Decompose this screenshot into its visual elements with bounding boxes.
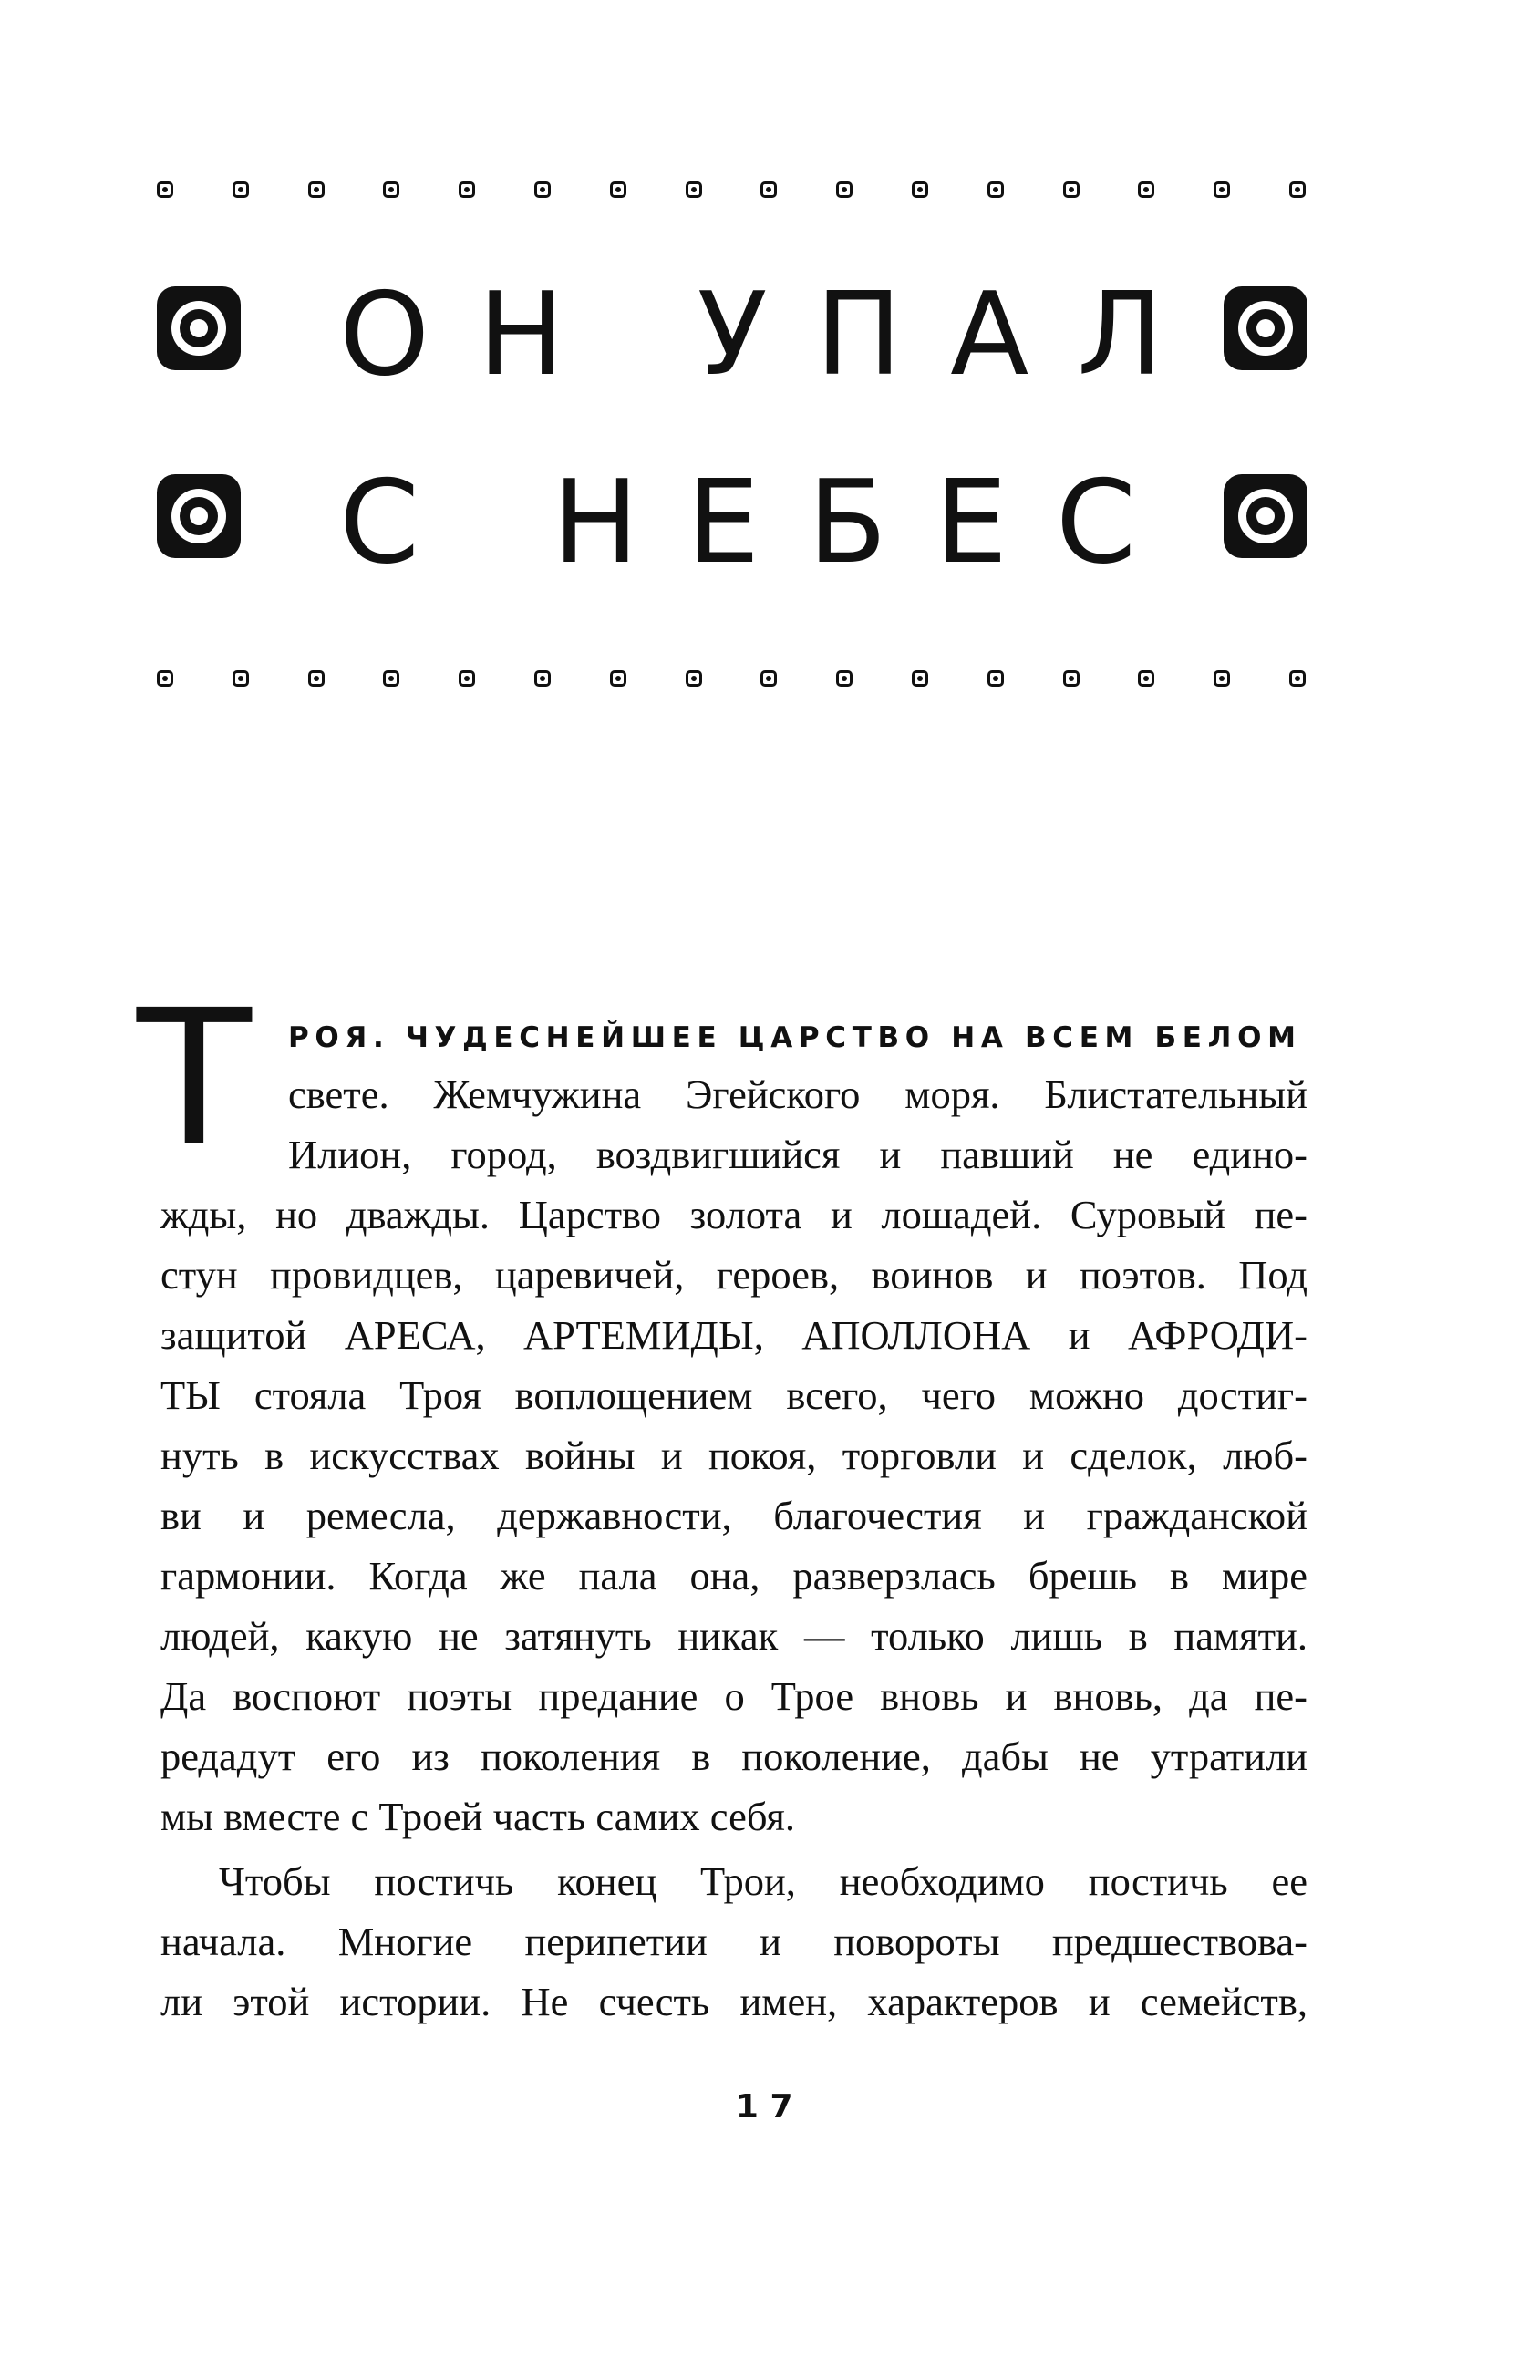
square-spiral-small-icon — [157, 670, 173, 687]
square-spiral-small-icon — [1138, 181, 1154, 198]
square-spiral-small-icon — [534, 181, 551, 198]
chapter-title-text-2: С НЕБЕС — [339, 455, 1184, 589]
square-spiral-small-icon — [459, 670, 475, 687]
text-line: нуть в искусствах войны и покоя, торговли и сделок, люб- — [160, 1433, 1307, 1478]
text-line: мы вместе с Троей часть самих себя. — [160, 1794, 795, 1839]
square-spiral-small-icon — [1063, 670, 1080, 687]
square-spiral-large-icon — [1224, 286, 1307, 370]
text-line: ТЫ стояла Троя воплощением всего, чего можно достиг- — [160, 1372, 1307, 1418]
text-line: стун провидцев, царевичей, героев, воинов и поэтов. Под — [160, 1252, 1307, 1298]
square-spiral-small-icon — [760, 670, 777, 687]
square-spiral-small-icon — [383, 670, 399, 687]
square-spiral-small-icon — [836, 181, 853, 198]
square-spiral-small-icon — [383, 181, 399, 198]
square-spiral-small-icon — [1214, 181, 1230, 198]
text-line: защитой АРЕСА, АРТЕМИДЫ, АПОЛЛОНА и АФРОДИ- — [160, 1312, 1307, 1358]
bottom-ornament-row — [157, 667, 1306, 689]
text-line: Да воспоют поэты предание о Трое вновь и вновь, да пе- — [160, 1673, 1307, 1719]
square-spiral-small-icon — [1214, 670, 1230, 687]
square-spiral-large-icon — [1224, 474, 1307, 558]
text-line: свете. Жемчужина Эгейского моря. Блистательный — [288, 1071, 1307, 1117]
text-line: гармонии. Когда же пала она, разверзлась брешь в мире — [160, 1553, 1307, 1599]
square-spiral-small-icon — [912, 670, 928, 687]
square-spiral-small-icon — [987, 181, 1004, 198]
square-spiral-small-icon — [1063, 181, 1080, 198]
text-line: ли этой истории. Не счесть имен, характеров и семейств, — [160, 1979, 1307, 2024]
square-spiral-small-icon — [308, 181, 325, 198]
text-line: начала. Многие перипетии и повороты предшествова- — [160, 1919, 1307, 1964]
square-spiral-large-icon — [157, 474, 241, 558]
opening-small-caps: РОЯ. ЧУДЕСНЕЙШЕЕ ЦАРСТВО НА ВСЕМ БЕЛОМ — [288, 1021, 1302, 1054]
chapter-title-line-1 — [157, 267, 1307, 401]
square-spiral-small-icon — [233, 670, 249, 687]
square-spiral-small-icon — [157, 181, 173, 198]
top-ornament-row — [157, 179, 1306, 201]
square-spiral-small-icon — [760, 181, 777, 198]
chapter-title-line-2 — [157, 455, 1307, 589]
square-spiral-small-icon — [233, 181, 249, 198]
square-spiral-small-icon — [836, 670, 853, 687]
text-line: людей, какую не затянуть никак — только лишь в памяти. — [160, 1613, 1307, 1659]
square-spiral-small-icon — [610, 181, 626, 198]
text-line: жды, но дважды. Царство золота и лошадей. Суровый пе- — [160, 1192, 1307, 1237]
chapter-title-text-1: ОН УПАЛ — [339, 267, 1212, 401]
text-line: ви и ремесла, державности, благочестия и гражданской — [160, 1493, 1307, 1538]
square-spiral-small-icon — [534, 670, 551, 687]
square-spiral-small-icon — [987, 670, 1004, 687]
text-line: Илион, город, воздвигшийся и павший не едино- — [288, 1132, 1307, 1177]
drop-cap: Т — [137, 969, 252, 1188]
square-spiral-small-icon — [459, 181, 475, 198]
text-line: редадут его из поколения в поколение, дабы не утратили — [160, 1733, 1307, 1779]
page-number: 17 — [735, 2088, 805, 2126]
square-spiral-large-icon — [157, 286, 241, 370]
square-spiral-small-icon — [610, 670, 626, 687]
square-spiral-small-icon — [1289, 181, 1306, 198]
square-spiral-small-icon — [686, 181, 702, 198]
square-spiral-small-icon — [1138, 670, 1154, 687]
square-spiral-small-icon — [912, 181, 928, 198]
square-spiral-small-icon — [1289, 670, 1306, 687]
square-spiral-small-icon — [686, 670, 702, 687]
text-line: Чтобы постичь конец Трои, необходимо постичь ее — [219, 1858, 1307, 1904]
square-spiral-small-icon — [308, 670, 325, 687]
